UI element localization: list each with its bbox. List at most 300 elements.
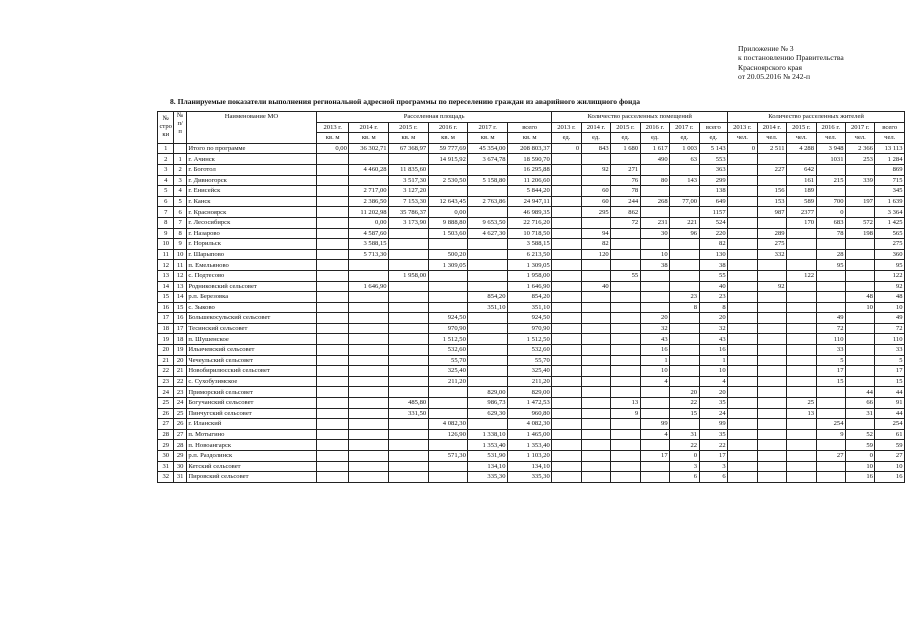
table-cell bbox=[316, 302, 348, 313]
table-cell bbox=[389, 154, 429, 165]
table-cell: 72 bbox=[611, 217, 640, 228]
table-cell bbox=[757, 323, 786, 334]
table-cell bbox=[552, 292, 581, 303]
table-cell bbox=[640, 461, 669, 472]
table-cell: 43 bbox=[640, 334, 669, 345]
municipality-name: Новобирилюсский сельсовет bbox=[186, 366, 316, 377]
table-cell bbox=[670, 334, 699, 345]
table-cell: 1 472,53 bbox=[508, 398, 552, 409]
table-cell: 60 bbox=[581, 186, 610, 197]
municipality-name: г. Дивногорск bbox=[186, 175, 316, 186]
table-cell bbox=[757, 472, 786, 483]
table-cell bbox=[349, 366, 389, 377]
table-cell: 1 bbox=[699, 355, 728, 366]
table-cell: 220 bbox=[699, 228, 728, 239]
table-cell bbox=[316, 376, 348, 387]
table-cell bbox=[581, 366, 610, 377]
row-pp: 21 bbox=[174, 366, 186, 377]
row-number: 14 bbox=[158, 281, 174, 292]
table-cell bbox=[428, 461, 468, 472]
table-cell bbox=[846, 186, 875, 197]
table-cell: 122 bbox=[787, 270, 816, 281]
table-cell bbox=[349, 440, 389, 451]
table-cell bbox=[316, 323, 348, 334]
table-cell bbox=[389, 345, 429, 356]
table-cell: 4 627,30 bbox=[468, 228, 508, 239]
table-cell: 3 127,20 bbox=[389, 186, 429, 197]
table-cell: 485,80 bbox=[389, 398, 429, 409]
row-number: 6 bbox=[158, 196, 174, 207]
table-cell: 143 bbox=[670, 175, 699, 186]
table-cell: 1 353,40 bbox=[468, 440, 508, 451]
header-unit-rooms: ед. bbox=[670, 133, 699, 144]
table-cell: 67 368,97 bbox=[389, 143, 429, 154]
table-cell: 335,30 bbox=[468, 472, 508, 483]
row-pp: 4 bbox=[174, 186, 186, 197]
table-cell: 16 bbox=[875, 472, 905, 483]
table-cell: 254 bbox=[875, 419, 905, 430]
table-cell: 351,10 bbox=[508, 302, 552, 313]
municipality-name: Чечеульский сельсовет bbox=[186, 355, 316, 366]
row-pp: 31 bbox=[174, 472, 186, 483]
table-cell bbox=[581, 408, 610, 419]
table-cell: 1 003 bbox=[670, 143, 699, 154]
table-cell bbox=[552, 239, 581, 250]
municipality-name: Богучанский сельсовет bbox=[186, 398, 316, 409]
table-cell: 589 bbox=[787, 196, 816, 207]
table-cell: 4 587,60 bbox=[349, 228, 389, 239]
table-cell: 1 bbox=[640, 355, 669, 366]
table-cell bbox=[846, 376, 875, 387]
row-pp: 19 bbox=[174, 345, 186, 356]
row-number: 12 bbox=[158, 260, 174, 271]
table-cell bbox=[728, 207, 757, 218]
table-cell: 15 bbox=[670, 408, 699, 419]
table-cell bbox=[552, 440, 581, 451]
table-cell bbox=[552, 419, 581, 430]
row-number: 15 bbox=[158, 292, 174, 303]
table-cell: 6 bbox=[699, 472, 728, 483]
table-cell bbox=[757, 355, 786, 366]
row-pp: 6 bbox=[174, 207, 186, 218]
table-cell bbox=[757, 451, 786, 462]
table-cell: 1 639 bbox=[875, 196, 905, 207]
table-cell: 254 bbox=[816, 419, 845, 430]
table-cell bbox=[468, 281, 508, 292]
row-number: 10 bbox=[158, 239, 174, 250]
table-cell bbox=[787, 429, 816, 440]
table-cell bbox=[552, 196, 581, 207]
table-cell bbox=[816, 302, 845, 313]
table-cell bbox=[552, 313, 581, 324]
table-cell bbox=[611, 334, 640, 345]
table-cell bbox=[787, 440, 816, 451]
table-cell bbox=[468, 186, 508, 197]
table-cell bbox=[316, 398, 348, 409]
table-cell: 27 bbox=[816, 451, 845, 462]
table-cell bbox=[757, 461, 786, 472]
header-year-rooms: всего bbox=[699, 122, 728, 133]
table-cell bbox=[846, 366, 875, 377]
table-cell bbox=[581, 451, 610, 462]
table-cell: 1 617 bbox=[640, 143, 669, 154]
table-cell: 82 bbox=[581, 239, 610, 250]
table-cell bbox=[552, 334, 581, 345]
table-cell bbox=[552, 366, 581, 377]
table-cell bbox=[611, 419, 640, 430]
header-row-number: № стро ки bbox=[158, 112, 174, 144]
table-cell: 215 bbox=[816, 175, 845, 186]
table-cell: 17 bbox=[816, 366, 845, 377]
row-number: 4 bbox=[158, 175, 174, 186]
row-pp: 5 bbox=[174, 196, 186, 207]
table-cell: 8 bbox=[670, 302, 699, 313]
table-cell: 0,00 bbox=[349, 217, 389, 228]
table-row bbox=[158, 292, 905, 303]
row-number: 5 bbox=[158, 186, 174, 197]
table-cell bbox=[757, 366, 786, 377]
table-cell: 3 364 bbox=[875, 207, 905, 218]
table-cell bbox=[316, 228, 348, 239]
header-year-rooms: 2016 г. bbox=[640, 122, 669, 133]
table-cell bbox=[552, 387, 581, 398]
table-cell bbox=[428, 164, 468, 175]
table-row bbox=[158, 345, 905, 356]
table-cell: 629,30 bbox=[468, 408, 508, 419]
table-cell bbox=[349, 376, 389, 387]
table-cell bbox=[611, 154, 640, 165]
table-cell: 2 763,86 bbox=[468, 196, 508, 207]
municipality-name: Пинчугский сельсовет bbox=[186, 408, 316, 419]
table-cell: 1 646,90 bbox=[349, 281, 389, 292]
table-cell bbox=[581, 292, 610, 303]
table-cell bbox=[611, 429, 640, 440]
table-cell bbox=[552, 207, 581, 218]
municipality-name: п. Емельяново bbox=[186, 260, 316, 271]
municipality-name: г. Ачинск bbox=[186, 154, 316, 165]
table-cell: 331,50 bbox=[389, 408, 429, 419]
table-cell: 325,40 bbox=[508, 366, 552, 377]
table-cell: 271 bbox=[611, 164, 640, 175]
table-cell bbox=[728, 249, 757, 260]
table-cell: 55,70 bbox=[428, 355, 468, 366]
table-cell: 44 bbox=[875, 387, 905, 398]
municipality-name: с. Подтесово bbox=[186, 270, 316, 281]
table-cell bbox=[552, 429, 581, 440]
table-cell bbox=[316, 440, 348, 451]
table-cell: 1 425 bbox=[875, 217, 905, 228]
table-cell bbox=[552, 228, 581, 239]
table-cell bbox=[389, 334, 429, 345]
table-cell: 1 646,90 bbox=[508, 281, 552, 292]
table-cell bbox=[728, 260, 757, 271]
municipality-name: г. Назарово bbox=[186, 228, 316, 239]
table-cell: 49 bbox=[816, 313, 845, 324]
table-row bbox=[158, 281, 905, 292]
table-cell: 1157 bbox=[699, 207, 728, 218]
table-cell: 339 bbox=[846, 175, 875, 186]
table-cell: 82 bbox=[699, 239, 728, 250]
row-number: 7 bbox=[158, 207, 174, 218]
table-cell: 59 bbox=[846, 440, 875, 451]
table-cell: 48 bbox=[875, 292, 905, 303]
table-cell: 3 bbox=[699, 461, 728, 472]
table-cell: 10 bbox=[640, 249, 669, 260]
table-cell: 43 bbox=[699, 334, 728, 345]
table-cell bbox=[316, 175, 348, 186]
table-cell bbox=[611, 313, 640, 324]
header-unit-rooms: ед. bbox=[581, 133, 610, 144]
table-cell bbox=[552, 164, 581, 175]
table-cell: 1 958,00 bbox=[389, 270, 429, 281]
header-unit-people: чел. bbox=[846, 133, 875, 144]
table-cell bbox=[552, 281, 581, 292]
table-cell: 5 158,80 bbox=[468, 175, 508, 186]
row-pp: 20 bbox=[174, 355, 186, 366]
table-cell bbox=[552, 451, 581, 462]
table-cell: 16 bbox=[846, 472, 875, 483]
table-cell: 0 bbox=[816, 207, 845, 218]
table-cell bbox=[757, 334, 786, 345]
header-year-rooms: 2017 г. bbox=[670, 122, 699, 133]
table-cell: 10 bbox=[699, 366, 728, 377]
municipality-name: Ильичевский сельсовет bbox=[186, 345, 316, 356]
table-cell bbox=[670, 419, 699, 430]
municipality-name: п. Мотыгино bbox=[186, 429, 316, 440]
table-cell bbox=[728, 366, 757, 377]
row-pp: 27 bbox=[174, 429, 186, 440]
table-cell bbox=[757, 260, 786, 271]
municipality-name: п. Новоангарск bbox=[186, 440, 316, 451]
table-cell: 40 bbox=[581, 281, 610, 292]
table-cell: 1 338,10 bbox=[468, 429, 508, 440]
table-cell bbox=[816, 270, 845, 281]
table-cell: 360 bbox=[875, 249, 905, 260]
table-cell bbox=[757, 270, 786, 281]
table-cell bbox=[757, 154, 786, 165]
table-cell bbox=[316, 472, 348, 483]
table-cell: 20 bbox=[699, 313, 728, 324]
table-cell bbox=[728, 228, 757, 239]
row-number: 9 bbox=[158, 228, 174, 239]
table-cell: 363 bbox=[699, 164, 728, 175]
table-cell: 95 bbox=[875, 260, 905, 271]
table-cell bbox=[611, 260, 640, 271]
table-row bbox=[158, 143, 905, 154]
table-cell bbox=[757, 217, 786, 228]
table-cell bbox=[670, 207, 699, 218]
table-cell bbox=[349, 270, 389, 281]
table-cell bbox=[581, 355, 610, 366]
table-cell bbox=[816, 408, 845, 419]
table-cell: 1 465,00 bbox=[508, 429, 552, 440]
table-cell: 862 bbox=[611, 207, 640, 218]
table-cell: 5 844,20 bbox=[508, 186, 552, 197]
table-cell bbox=[428, 440, 468, 451]
table-cell bbox=[670, 260, 699, 271]
table-cell bbox=[757, 313, 786, 324]
table-cell bbox=[757, 408, 786, 419]
table-cell: 20 bbox=[670, 387, 699, 398]
header-year-people: 2015 г. bbox=[787, 122, 816, 133]
table-cell: 500,20 bbox=[428, 249, 468, 260]
table-cell bbox=[389, 376, 429, 387]
table-cell bbox=[316, 345, 348, 356]
municipality-name: г. Красноярск bbox=[186, 207, 316, 218]
table-cell: 138 bbox=[699, 186, 728, 197]
table-cell bbox=[389, 292, 429, 303]
table-cell bbox=[581, 376, 610, 387]
table-cell: 5 bbox=[875, 355, 905, 366]
table-cell bbox=[468, 419, 508, 430]
table-cell: 16 bbox=[640, 345, 669, 356]
table-cell: 289 bbox=[757, 228, 786, 239]
table-cell bbox=[640, 408, 669, 419]
table-cell bbox=[787, 472, 816, 483]
table-row bbox=[158, 366, 905, 377]
table-cell bbox=[787, 260, 816, 271]
table-cell bbox=[428, 270, 468, 281]
table-cell bbox=[389, 429, 429, 440]
table-cell bbox=[316, 281, 348, 292]
table-cell bbox=[349, 175, 389, 186]
table-cell: 20 bbox=[640, 313, 669, 324]
table-cell: 10 718,50 bbox=[508, 228, 552, 239]
table-cell: 13 bbox=[787, 408, 816, 419]
table-cell bbox=[349, 387, 389, 398]
municipality-name: Приморский сельсовет bbox=[186, 387, 316, 398]
table-row bbox=[158, 260, 905, 271]
table-cell bbox=[611, 461, 640, 472]
table-cell bbox=[428, 398, 468, 409]
row-pp: 29 bbox=[174, 451, 186, 462]
header-year-area: 2013 г. bbox=[316, 122, 348, 133]
table-cell: 1 512,50 bbox=[508, 334, 552, 345]
table-cell bbox=[316, 249, 348, 260]
table-cell bbox=[846, 281, 875, 292]
table-cell bbox=[468, 345, 508, 356]
table-cell bbox=[468, 239, 508, 250]
table-cell bbox=[757, 440, 786, 451]
table-cell: 197 bbox=[846, 196, 875, 207]
table-cell bbox=[552, 260, 581, 271]
header-year-area: 2016 г. bbox=[428, 122, 468, 133]
municipality-name: г. Лесосибирск bbox=[186, 217, 316, 228]
table-row bbox=[158, 440, 905, 451]
table-cell: 2 366 bbox=[846, 143, 875, 154]
table-cell: 32 bbox=[640, 323, 669, 334]
table-cell: 94 bbox=[581, 228, 610, 239]
table-cell: 7 153,30 bbox=[389, 196, 429, 207]
table-cell: 565 bbox=[875, 228, 905, 239]
table-cell bbox=[816, 292, 845, 303]
table-cell bbox=[728, 270, 757, 281]
table-cell bbox=[611, 302, 640, 313]
table-cell: 231 bbox=[640, 217, 669, 228]
table-cell bbox=[728, 429, 757, 440]
table-cell bbox=[316, 164, 348, 175]
table-cell bbox=[728, 334, 757, 345]
table-cell bbox=[428, 472, 468, 483]
table-cell bbox=[816, 398, 845, 409]
table-cell: 13 bbox=[611, 398, 640, 409]
table-cell bbox=[316, 239, 348, 250]
table-cell: 72 bbox=[816, 323, 845, 334]
table-cell bbox=[816, 472, 845, 483]
municipality-name: Кетский сельсовет bbox=[186, 461, 316, 472]
table-cell bbox=[670, 345, 699, 356]
table-cell: 95 bbox=[816, 260, 845, 271]
table-cell: 351,10 bbox=[468, 302, 508, 313]
header-year-area: 2015 г. bbox=[389, 122, 429, 133]
table-cell: 170 bbox=[787, 217, 816, 228]
table-cell bbox=[581, 440, 610, 451]
table-cell: 10 bbox=[875, 461, 905, 472]
table-cell bbox=[316, 419, 348, 430]
document-title: 8. Планируемые показатели выполнения региональной адресной программы по переселению граждан из аварийного жилищного фонда bbox=[170, 97, 641, 106]
table-cell: 22 716,20 bbox=[508, 217, 552, 228]
table-cell: 924,50 bbox=[508, 313, 552, 324]
table-cell bbox=[787, 239, 816, 250]
row-pp: 23 bbox=[174, 387, 186, 398]
table-cell: 92 bbox=[875, 281, 905, 292]
table-cell: 92 bbox=[581, 164, 610, 175]
header-year-area: всего bbox=[508, 122, 552, 133]
table-cell bbox=[468, 376, 508, 387]
municipality-name: с. Сухобузимское bbox=[186, 376, 316, 387]
table-cell: 23 bbox=[699, 292, 728, 303]
table-cell bbox=[611, 355, 640, 366]
table-cell bbox=[581, 323, 610, 334]
header-year-area: 2014 г. bbox=[349, 122, 389, 133]
table-row bbox=[158, 355, 905, 366]
table-cell bbox=[728, 154, 757, 165]
table-cell bbox=[349, 472, 389, 483]
table-cell: 5 143 bbox=[699, 143, 728, 154]
table-cell: 211,20 bbox=[508, 376, 552, 387]
row-pp: 2 bbox=[174, 164, 186, 175]
table-cell: 110 bbox=[875, 334, 905, 345]
header-unit-rooms: ед. bbox=[611, 133, 640, 144]
table-cell: 4 bbox=[640, 429, 669, 440]
table-cell bbox=[581, 175, 610, 186]
table-cell bbox=[728, 292, 757, 303]
row-number: 20 bbox=[158, 345, 174, 356]
table-cell: 1 512,50 bbox=[428, 334, 468, 345]
table-cell bbox=[757, 175, 786, 186]
table-row bbox=[158, 217, 905, 228]
table-cell bbox=[552, 345, 581, 356]
row-number: 8 bbox=[158, 217, 174, 228]
table-cell bbox=[389, 281, 429, 292]
table-cell: 531,90 bbox=[468, 451, 508, 462]
table-row bbox=[158, 175, 905, 186]
header-year-rooms: 2013 г. bbox=[552, 122, 581, 133]
table-cell bbox=[787, 228, 816, 239]
table-cell bbox=[846, 419, 875, 430]
table-cell bbox=[552, 461, 581, 472]
header-unit-rooms: ед. bbox=[699, 133, 728, 144]
table-cell bbox=[552, 175, 581, 186]
table-cell: 970,90 bbox=[428, 323, 468, 334]
row-number: 29 bbox=[158, 440, 174, 451]
table-cell: 10 bbox=[846, 302, 875, 313]
table-cell: 335,30 bbox=[508, 472, 552, 483]
table-cell: 5 bbox=[816, 355, 845, 366]
table-cell bbox=[670, 249, 699, 260]
table-cell bbox=[728, 186, 757, 197]
table-cell: 227 bbox=[757, 164, 786, 175]
